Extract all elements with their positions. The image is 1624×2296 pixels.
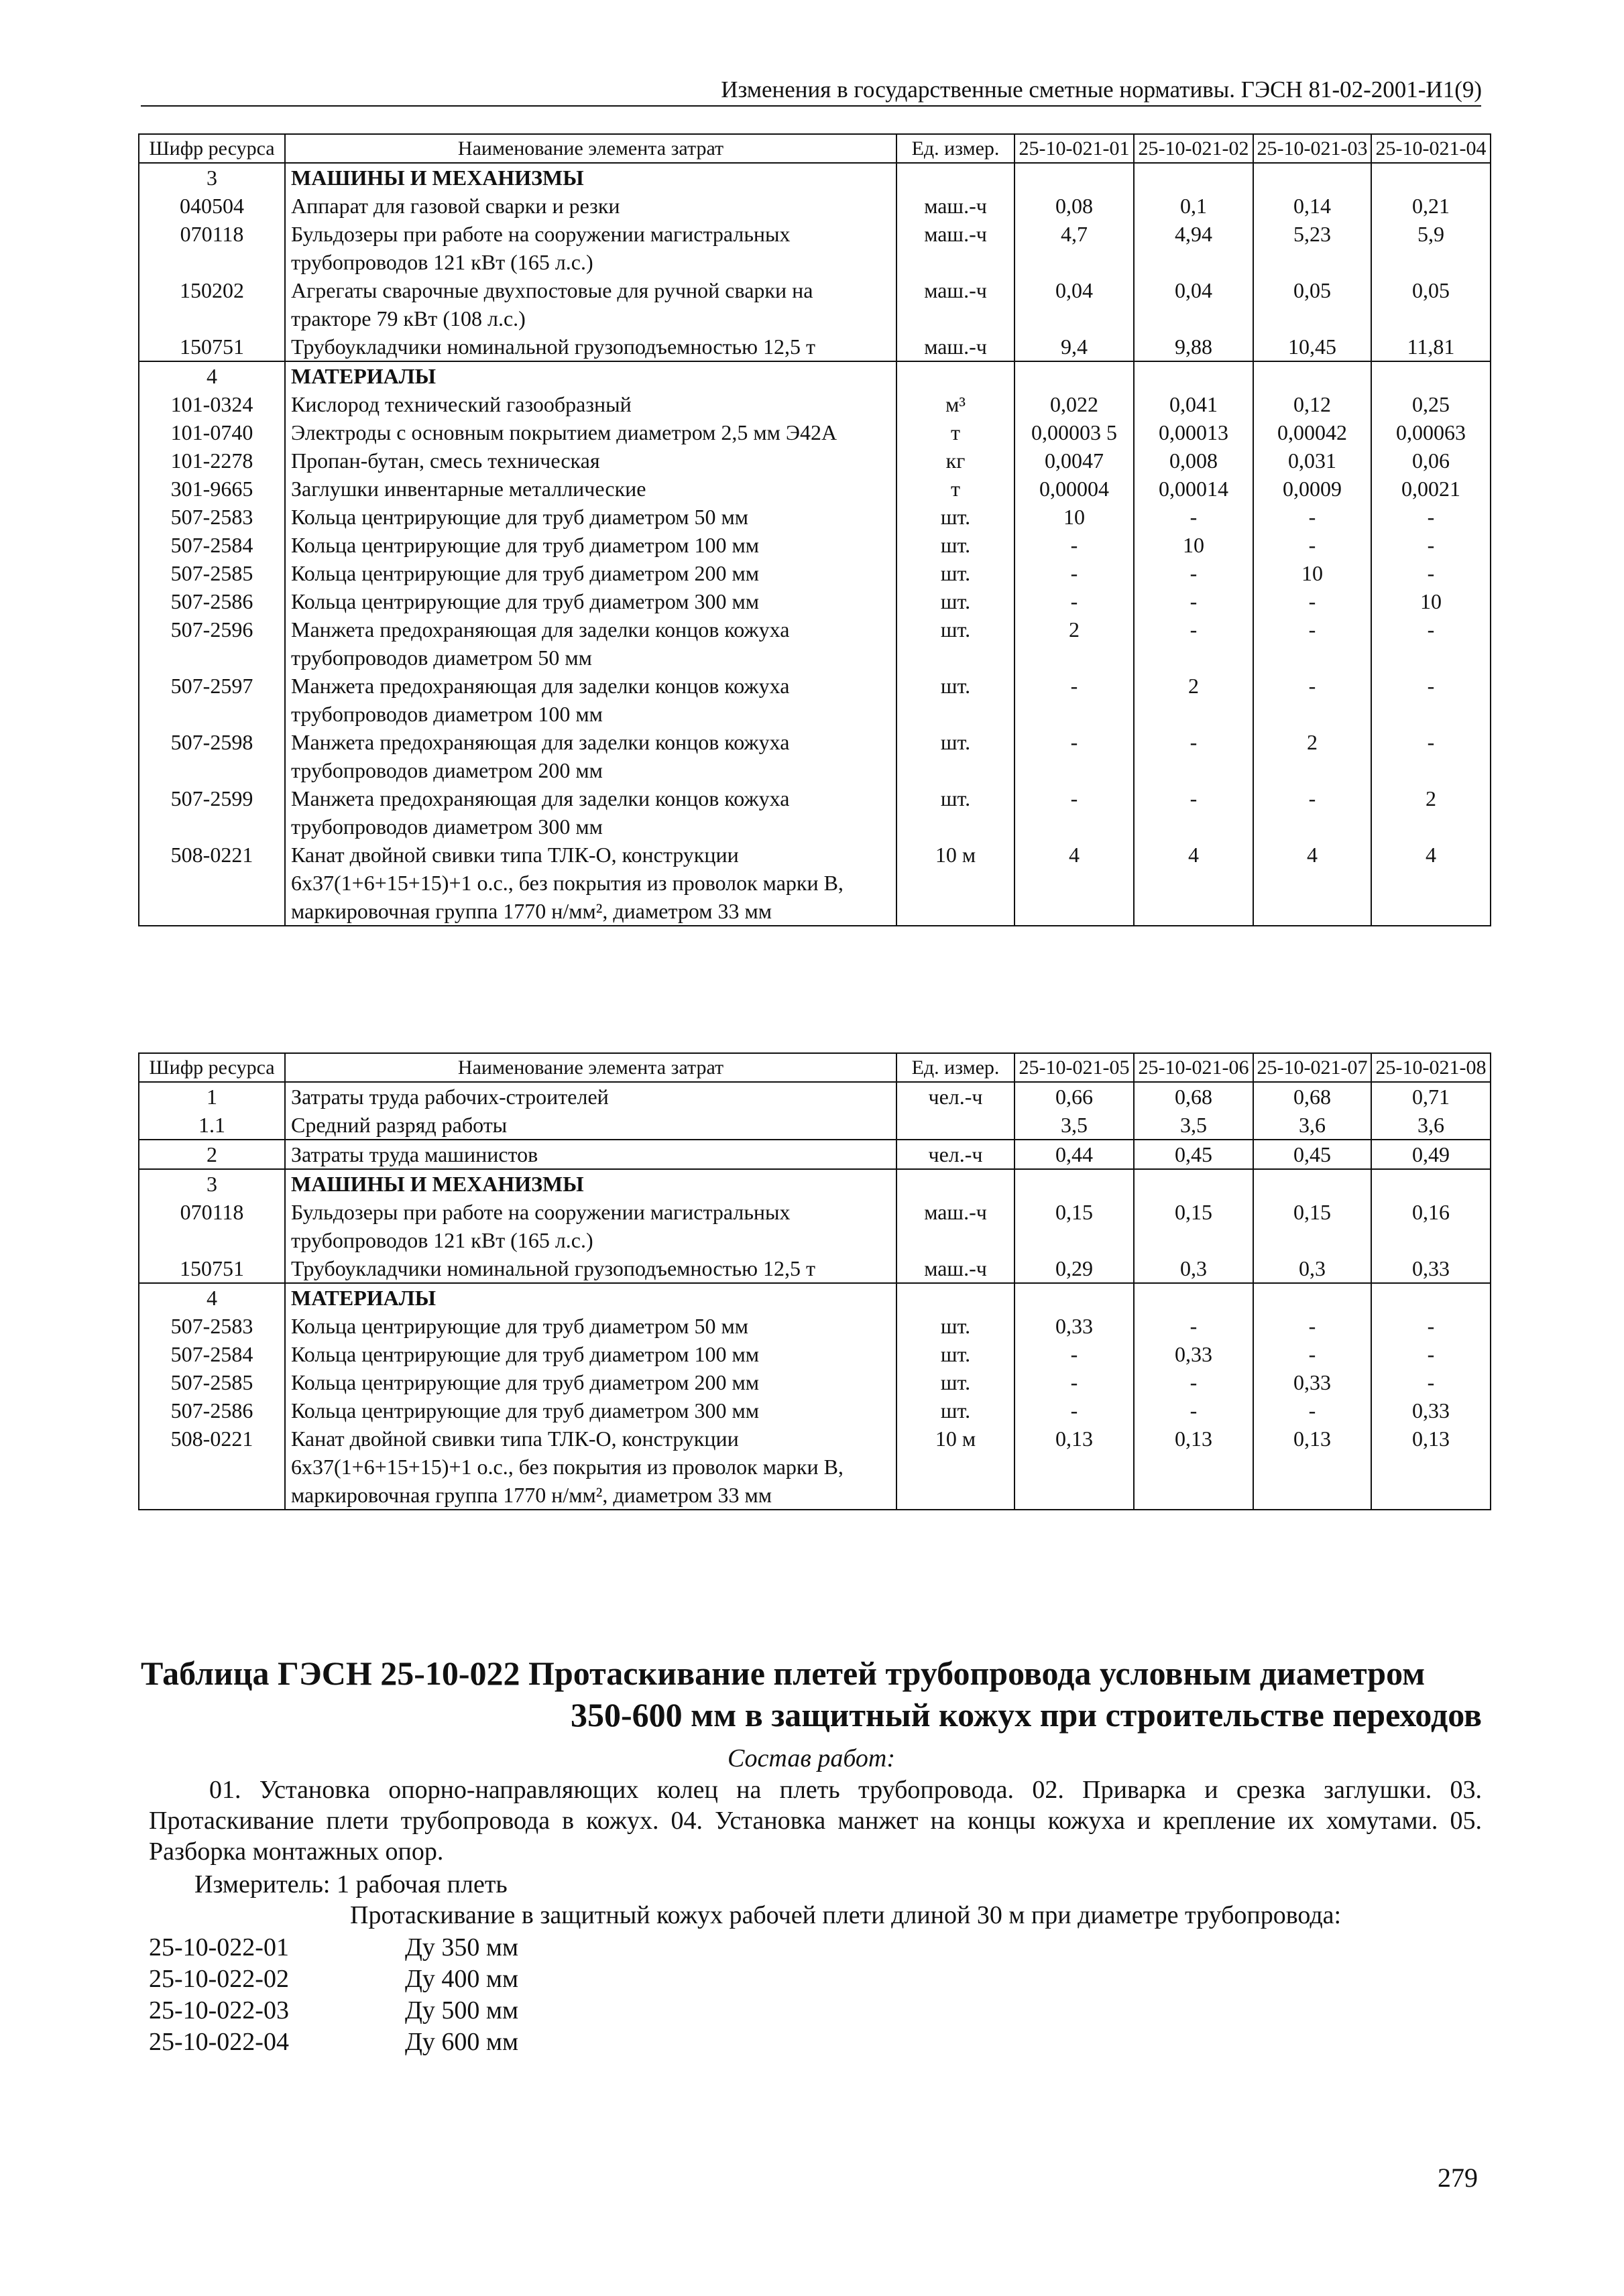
resource-code-cell: 507-2597	[139, 672, 285, 728]
resource-table-1	[138, 133, 1491, 926]
header-unit: Ед. измер.	[896, 134, 1014, 163]
norm-value-cell: 10	[1134, 531, 1253, 559]
norm-value-cell: 0,0047	[1014, 446, 1134, 475]
page-number: 279	[1438, 2163, 1478, 2193]
table-title-line-1: Таблица ГЭСН 25-10-022 Протаскивание плетей трубопровода условным диаметром	[141, 1654, 1426, 1692]
table-row	[139, 1111, 1491, 1140]
unit-cell: м³	[896, 390, 1014, 418]
unit-cell: шт.	[896, 784, 1014, 841]
resource-code-cell: 507-2585	[139, 559, 285, 587]
resource-code-cell: 3	[139, 163, 285, 192]
norm-value-cell: 0,13	[1371, 1425, 1491, 1510]
unit-cell: маш.-ч	[896, 220, 1014, 276]
norm-value-cell: -	[1134, 1312, 1253, 1340]
norm-value-cell: 0,29	[1014, 1254, 1134, 1283]
resource-code-cell: 101-0324	[139, 390, 285, 418]
norm-value-cell: 0,13	[1014, 1425, 1134, 1510]
norm-value-cell: -	[1253, 1312, 1371, 1340]
norm-value-cell: -	[1014, 531, 1134, 559]
table-row	[139, 192, 1491, 220]
norm-value-cell	[1134, 361, 1253, 390]
norm-value-cell: -	[1371, 728, 1491, 784]
resource-code-cell: 101-2278	[139, 446, 285, 475]
norm-value-cell: 0,16	[1371, 1198, 1491, 1254]
norm-value-cell: 0,031	[1253, 446, 1371, 475]
norm-value-cell	[1014, 1169, 1134, 1198]
norm-value-cell: 0,3	[1134, 1254, 1253, 1283]
unit-cell: шт.	[896, 1368, 1014, 1396]
norm-value-cell: 3,6	[1371, 1111, 1491, 1140]
table-row	[139, 446, 1491, 475]
norm-value-cell: 0,68	[1134, 1082, 1253, 1111]
variant-label: Ду 600 мм	[405, 2028, 519, 2056]
norm-value-cell: 0,3	[1253, 1254, 1371, 1283]
element-name-cell: Трубоукладчики номинальной грузоподъемностью 12,5 т	[285, 333, 896, 361]
norm-value-cell: -	[1014, 1396, 1134, 1425]
norm-value-cell: 2	[1134, 672, 1253, 728]
table-row	[139, 1198, 1491, 1254]
table-row	[139, 503, 1491, 531]
resource-code-cell: 508-0221	[139, 841, 285, 926]
norm-value-cell: -	[1371, 1312, 1491, 1340]
unit-cell	[896, 1169, 1014, 1198]
unit-cell: шт.	[896, 531, 1014, 559]
unit-cell: маш.-ч	[896, 333, 1014, 361]
unit-cell: шт.	[896, 559, 1014, 587]
norm-value-cell: 5,9	[1371, 220, 1491, 276]
element-name-cell: Затраты труда рабочих-строителей	[285, 1082, 896, 1111]
norm-value-cell: 2	[1371, 784, 1491, 841]
norm-value-cell: 0,04	[1014, 276, 1134, 333]
norm-value-cell: -	[1014, 728, 1134, 784]
header-norm-01: 25-10-021-01	[1014, 134, 1134, 163]
element-name-cell: Кольца центрирующие для труб диаметром 100 мм	[285, 1340, 896, 1368]
header-norm-08: 25-10-021-08	[1371, 1053, 1491, 1082]
norm-value-cell: 0,008	[1134, 446, 1253, 475]
norm-value-cell: -	[1371, 615, 1491, 672]
table-row	[139, 728, 1491, 784]
element-name-cell: Манжета предохраняющая для заделки концов кожуха трубопроводов диаметром 100 мм	[285, 672, 896, 728]
variant-code: 25-10-022-04	[149, 2028, 289, 2056]
norm-value-cell: 11,81	[1371, 333, 1491, 361]
element-name-cell: Электроды с основным покрытием диаметром 2,5 мм Э42А	[285, 418, 896, 446]
norm-value-cell: 0,00042	[1253, 418, 1371, 446]
element-name-cell: Кольца центрирующие для труб диаметром 100 мм	[285, 531, 896, 559]
norm-value-cell: -	[1134, 559, 1253, 587]
norm-value-cell	[1253, 1169, 1371, 1198]
norm-value-cell: 0,33	[1014, 1312, 1134, 1340]
unit-cell: кг	[896, 446, 1014, 475]
norm-value-cell: 0,15	[1253, 1198, 1371, 1254]
norm-value-cell: 0,66	[1014, 1082, 1134, 1111]
norm-value-cell: -	[1253, 784, 1371, 841]
element-name-cell: Заглушки инвентарные металлические	[285, 475, 896, 503]
element-name-cell: Трубоукладчики номинальной грузоподъемностью 12,5 т	[285, 1254, 896, 1283]
norm-value-cell: 0,33	[1253, 1368, 1371, 1396]
norm-value-cell: 0,00013	[1134, 418, 1253, 446]
norm-value-cell: -	[1371, 503, 1491, 531]
header-rule	[141, 105, 1481, 107]
norm-value-cell	[1371, 361, 1491, 390]
resource-code-cell: 101-0740	[139, 418, 285, 446]
norm-value-cell	[1371, 1169, 1491, 1198]
norm-value-cell: -	[1134, 615, 1253, 672]
element-name-cell: Агрегаты сварочные двухпостовые для ручной сварки на тракторе 79 кВт (108 л.с.)	[285, 276, 896, 333]
unit-cell: 10 м	[896, 1425, 1014, 1510]
unit-cell: чел.-ч	[896, 1140, 1014, 1169]
table-row	[139, 475, 1491, 503]
variant-code: 25-10-022-02	[149, 1965, 289, 1993]
table-row	[139, 1169, 1491, 1198]
variant-code: 25-10-022-01	[149, 1933, 289, 1961]
norm-value-cell: -	[1134, 503, 1253, 531]
element-name-cell: Бульдозеры при работе на сооружении магистральных трубопроводов 121 кВт (165 л.с.)	[285, 1198, 896, 1254]
resource-code-cell: 507-2583	[139, 1312, 285, 1340]
norm-value-cell: -	[1253, 587, 1371, 615]
norm-value-cell: 0,022	[1014, 390, 1134, 418]
norm-value-cell: 0,33	[1134, 1340, 1253, 1368]
resource-code-cell: 150751	[139, 333, 285, 361]
element-name-cell: Бульдозеры при работе на сооружении магистральных трубопроводов 121 кВт (165 л.с.)	[285, 220, 896, 276]
norm-value-cell	[1253, 163, 1371, 192]
table-row	[139, 220, 1491, 276]
norm-value-cell: 2	[1014, 615, 1134, 672]
resource-code-cell: 1	[139, 1082, 285, 1111]
resource-code-cell: 507-2599	[139, 784, 285, 841]
norm-value-cell: 3,5	[1014, 1111, 1134, 1140]
resource-code-cell: 507-2584	[139, 531, 285, 559]
table-row	[139, 1140, 1491, 1169]
norm-value-cell: 0,00014	[1134, 475, 1253, 503]
table-row	[139, 390, 1491, 418]
resource-code-cell: 040504	[139, 192, 285, 220]
table-row	[139, 1254, 1491, 1283]
norm-value-cell: -	[1134, 784, 1253, 841]
header-norm-02: 25-10-021-02	[1134, 134, 1253, 163]
norm-value-cell: 0,041	[1134, 390, 1253, 418]
element-name-cell: Средний разряд работы	[285, 1111, 896, 1140]
table-header-row	[139, 1053, 1491, 1082]
norm-value-cell: 5,23	[1253, 220, 1371, 276]
resource-code-cell: 3	[139, 1169, 285, 1198]
norm-value-cell: -	[1253, 1340, 1371, 1368]
table-row	[139, 841, 1491, 926]
table-row	[139, 672, 1491, 728]
norm-value-cell: 4	[1134, 841, 1253, 926]
norm-value-cell: 0,25	[1371, 390, 1491, 418]
table-row	[139, 1396, 1491, 1425]
resource-code-cell: 507-2583	[139, 503, 285, 531]
norm-value-cell	[1134, 163, 1253, 192]
resource-code-cell: 507-2598	[139, 728, 285, 784]
norm-value-cell: -	[1134, 728, 1253, 784]
norm-value-cell: 4,94	[1134, 220, 1253, 276]
table-header-row	[139, 134, 1491, 163]
header-norm-07: 25-10-021-07	[1253, 1053, 1371, 1082]
unit-cell: маш.-ч	[896, 1198, 1014, 1254]
norm-value-cell: -	[1371, 559, 1491, 587]
norm-value-cell: 0,00004	[1014, 475, 1134, 503]
norm-value-cell: 0,12	[1253, 390, 1371, 418]
table-row	[139, 333, 1491, 361]
variant-label: Ду 400 мм	[405, 1965, 519, 1993]
norm-value-cell: -	[1371, 531, 1491, 559]
norm-value-cell: -	[1253, 615, 1371, 672]
element-name-cell: МАТЕРИАЛЫ	[285, 1283, 896, 1312]
norm-value-cell: 4	[1371, 841, 1491, 926]
element-name-cell: МАШИНЫ И МЕХАНИЗМЫ	[285, 163, 896, 192]
unit-cell: шт.	[896, 1396, 1014, 1425]
resource-code-cell: 301-9665	[139, 475, 285, 503]
resource-code-cell: 4	[139, 361, 285, 390]
norm-value-cell	[1134, 1283, 1253, 1312]
norm-value-cell: -	[1134, 587, 1253, 615]
intro-text: Протаскивание в защитный кожух рабочей плети длиной 30 м при диаметре трубопровода:	[350, 1901, 1342, 1929]
resource-code-cell: 070118	[139, 220, 285, 276]
norm-value-cell: 10,45	[1253, 333, 1371, 361]
header-norm-06: 25-10-021-06	[1134, 1053, 1253, 1082]
table-row	[139, 587, 1491, 615]
header-norm-05: 25-10-021-05	[1014, 1053, 1134, 1082]
norm-value-cell: 4	[1253, 841, 1371, 926]
unit-cell: шт.	[896, 728, 1014, 784]
resource-table-2	[138, 1052, 1491, 1510]
unit-cell: шт.	[896, 615, 1014, 672]
table-row	[139, 615, 1491, 672]
variant-label: Ду 350 мм	[405, 1933, 519, 1961]
norm-value-cell: -	[1014, 1340, 1134, 1368]
norm-value-cell: 2	[1253, 728, 1371, 784]
unit-cell	[896, 1111, 1014, 1140]
table-row	[139, 418, 1491, 446]
unit-cell: чел.-ч	[896, 1082, 1014, 1111]
norm-value-cell: 0,15	[1014, 1198, 1134, 1254]
norm-value-cell: -	[1014, 784, 1134, 841]
table-row	[139, 361, 1491, 390]
element-name-cell: Кольца центрирующие для труб диаметром 50 мм	[285, 1312, 896, 1340]
table-row	[139, 784, 1491, 841]
element-name-cell: Канат двойной свивки типа ТЛК-О, конструкции 6х37(1+6+15+15)+1 о.с., без покрытия из проволок марки В, маркировочная группа 1770 н/мм², диаметром 33 мм	[285, 841, 896, 926]
norm-value-cell: 0,05	[1371, 276, 1491, 333]
unit-cell: маш.-ч	[896, 276, 1014, 333]
table-row	[139, 163, 1491, 192]
element-name-cell: Кислород технический газообразный	[285, 390, 896, 418]
norm-value-cell: 0,45	[1253, 1140, 1371, 1169]
variant-code: 25-10-022-03	[149, 1996, 289, 2025]
unit-cell	[896, 163, 1014, 192]
norm-value-cell: -	[1371, 1340, 1491, 1368]
norm-value-cell: 0,14	[1253, 192, 1371, 220]
resource-code-cell: 507-2585	[139, 1368, 285, 1396]
norm-value-cell: -	[1134, 1368, 1253, 1396]
table-title-line-2: 350-600 мм в защитный кожух при строительстве переходов	[570, 1696, 1482, 1734]
norm-value-cell: 0,05	[1253, 276, 1371, 333]
resource-code-cell: 4	[139, 1283, 285, 1312]
table-row	[139, 559, 1491, 587]
norm-value-cell: -	[1371, 1368, 1491, 1396]
norm-value-cell	[1014, 1283, 1134, 1312]
header-element-name: Наименование элемента затрат	[285, 1053, 896, 1082]
element-name-cell: Аппарат для газовой сварки и резки	[285, 192, 896, 220]
norm-value-cell	[1253, 1283, 1371, 1312]
element-name-cell: Манжета предохраняющая для заделки концов кожуха трубопроводов диаметром 300 мм	[285, 784, 896, 841]
norm-value-cell: -	[1134, 1396, 1253, 1425]
table-row	[139, 1283, 1491, 1312]
resource-code-cell: 507-2584	[139, 1340, 285, 1368]
norm-value-cell: 4,7	[1014, 220, 1134, 276]
resource-code-cell: 507-2586	[139, 587, 285, 615]
element-name-cell: Кольца центрирующие для труб диаметром 50 мм	[285, 503, 896, 531]
norm-value-cell: -	[1253, 531, 1371, 559]
unit-cell: т	[896, 418, 1014, 446]
norm-value-cell: -	[1014, 587, 1134, 615]
norm-value-cell: -	[1014, 1368, 1134, 1396]
table-row	[139, 1425, 1491, 1510]
norm-value-cell: 0,00003 5	[1014, 418, 1134, 446]
norm-value-cell: 0,33	[1371, 1254, 1491, 1283]
unit-cell: шт.	[896, 587, 1014, 615]
element-name-cell: МАШИНЫ И МЕХАНИЗМЫ	[285, 1169, 896, 1198]
norm-value-cell: 9,4	[1014, 333, 1134, 361]
norm-value-cell: 10	[1253, 559, 1371, 587]
table-row	[139, 1340, 1491, 1368]
resource-code-cell: 507-2586	[139, 1396, 285, 1425]
norm-value-cell: 0,13	[1134, 1425, 1253, 1510]
unit-cell	[896, 361, 1014, 390]
unit-cell: шт.	[896, 672, 1014, 728]
resource-code-cell: 508-0221	[139, 1425, 285, 1510]
table-title	[141, 1652, 1482, 1736]
norm-value-cell: 0,21	[1371, 192, 1491, 220]
element-name-cell: Затраты труда машинистов	[285, 1140, 896, 1169]
norm-value-cell: 0,45	[1134, 1140, 1253, 1169]
norm-value-cell: 0,15	[1134, 1198, 1253, 1254]
norm-value-cell	[1253, 361, 1371, 390]
composition-title: Состав работ:	[727, 1744, 896, 1772]
composition-text: 01. Установка опорно-направляющих колец на плеть трубопровода. 02. Приварка и срезка заглушки. 03. Протаскивание плети трубопровода в кожух. 04. Установка манжет на концы кожуха и крепление их хомутами. 05. Разборка монтажных опор.	[149, 1776, 1482, 1866]
unit-cell: шт.	[896, 1312, 1014, 1340]
unit-cell: шт.	[896, 503, 1014, 531]
header-resource-code: Шифр ресурса	[139, 134, 285, 163]
table-row	[139, 276, 1491, 333]
table-row	[139, 1312, 1491, 1340]
unit-cell: шт.	[896, 1340, 1014, 1368]
header-norm-03: 25-10-021-03	[1253, 134, 1371, 163]
norm-value-cell: 0,68	[1253, 1082, 1371, 1111]
norm-value-cell	[1014, 163, 1134, 192]
norm-value-cell: -	[1014, 672, 1134, 728]
norm-value-cell	[1371, 163, 1491, 192]
norm-value-cell: 3,5	[1134, 1111, 1253, 1140]
norm-value-cell: 10	[1371, 587, 1491, 615]
resource-code-cell: 150751	[139, 1254, 285, 1283]
table-row	[139, 1368, 1491, 1396]
norm-value-cell: -	[1253, 672, 1371, 728]
meter-text: Измеритель: 1 рабочая плеть	[194, 1870, 508, 1898]
norm-value-cell: -	[1014, 559, 1134, 587]
unit-cell: т	[896, 475, 1014, 503]
norm-value-cell: -	[1253, 1396, 1371, 1425]
norm-value-cell: 4	[1014, 841, 1134, 926]
element-name-cell: Канат двойной свивки типа ТЛК-О, конструкции 6х37(1+6+15+15)+1 о.с., без покрытия из проволок марки В, маркировочная группа 1770 н/мм², диаметром 33 мм	[285, 1425, 896, 1510]
norm-value-cell: 0,13	[1253, 1425, 1371, 1510]
table-row	[139, 1082, 1491, 1111]
resource-code-cell: 2	[139, 1140, 285, 1169]
resource-code-cell: 150202	[139, 276, 285, 333]
norm-value-cell: 0,0021	[1371, 475, 1491, 503]
norm-value-cell: 10	[1014, 503, 1134, 531]
norm-value-cell	[1134, 1169, 1253, 1198]
norm-value-cell: 0,00063	[1371, 418, 1491, 446]
header-resource-code: Шифр ресурса	[139, 1053, 285, 1082]
element-name-cell: Пропан-бутан, смесь техническая	[285, 446, 896, 475]
norm-value-cell: -	[1253, 503, 1371, 531]
norm-value-cell: 0,33	[1371, 1396, 1491, 1425]
header-norm-04: 25-10-021-04	[1371, 134, 1491, 163]
norm-value-cell	[1014, 361, 1134, 390]
norm-value-cell: 9,88	[1134, 333, 1253, 361]
variant-label: Ду 500 мм	[405, 1996, 519, 2025]
norm-value-cell: 0,49	[1371, 1140, 1491, 1169]
unit-cell: маш.-ч	[896, 192, 1014, 220]
norm-value-cell: 0,1	[1134, 192, 1253, 220]
norm-value-cell: 3,6	[1253, 1111, 1371, 1140]
element-name-cell: Манжета предохраняющая для заделки концов кожуха трубопроводов диаметром 200 мм	[285, 728, 896, 784]
element-name-cell: Кольца центрирующие для труб диаметром 300 мм	[285, 1396, 896, 1425]
norm-value-cell: 0,0009	[1253, 475, 1371, 503]
norm-value-cell	[1371, 1283, 1491, 1312]
element-name-cell: МАТЕРИАЛЫ	[285, 361, 896, 390]
norm-value-cell: 0,71	[1371, 1082, 1491, 1111]
element-name-cell: Манжета предохраняющая для заделки концов кожуха трубопроводов диаметром 50 мм	[285, 615, 896, 672]
element-name-cell: Кольца центрирующие для труб диаметром 300 мм	[285, 587, 896, 615]
norm-value-cell: 0,04	[1134, 276, 1253, 333]
element-name-cell: Кольца центрирующие для труб диаметром 200 мм	[285, 1368, 896, 1396]
norm-value-cell: 0,08	[1014, 192, 1134, 220]
resource-code-cell: 070118	[139, 1198, 285, 1254]
norm-value-cell: -	[1371, 672, 1491, 728]
resource-code-cell: 1.1	[139, 1111, 285, 1140]
header-element-name: Наименование элемента затрат	[285, 134, 896, 163]
resource-code-cell: 507-2596	[139, 615, 285, 672]
running-header: Изменения в государственные сметные нормативы. ГЭСН 81-02-2001-И1(9)	[721, 76, 1482, 103]
header-unit: Ед. измер.	[896, 1053, 1014, 1082]
unit-cell: маш.-ч	[896, 1254, 1014, 1283]
unit-cell: 10 м	[896, 841, 1014, 926]
element-name-cell: Кольца центрирующие для труб диаметром 200 мм	[285, 559, 896, 587]
unit-cell	[896, 1283, 1014, 1312]
norm-value-cell: 0,06	[1371, 446, 1491, 475]
norm-value-cell: 0,44	[1014, 1140, 1134, 1169]
table-row	[139, 531, 1491, 559]
